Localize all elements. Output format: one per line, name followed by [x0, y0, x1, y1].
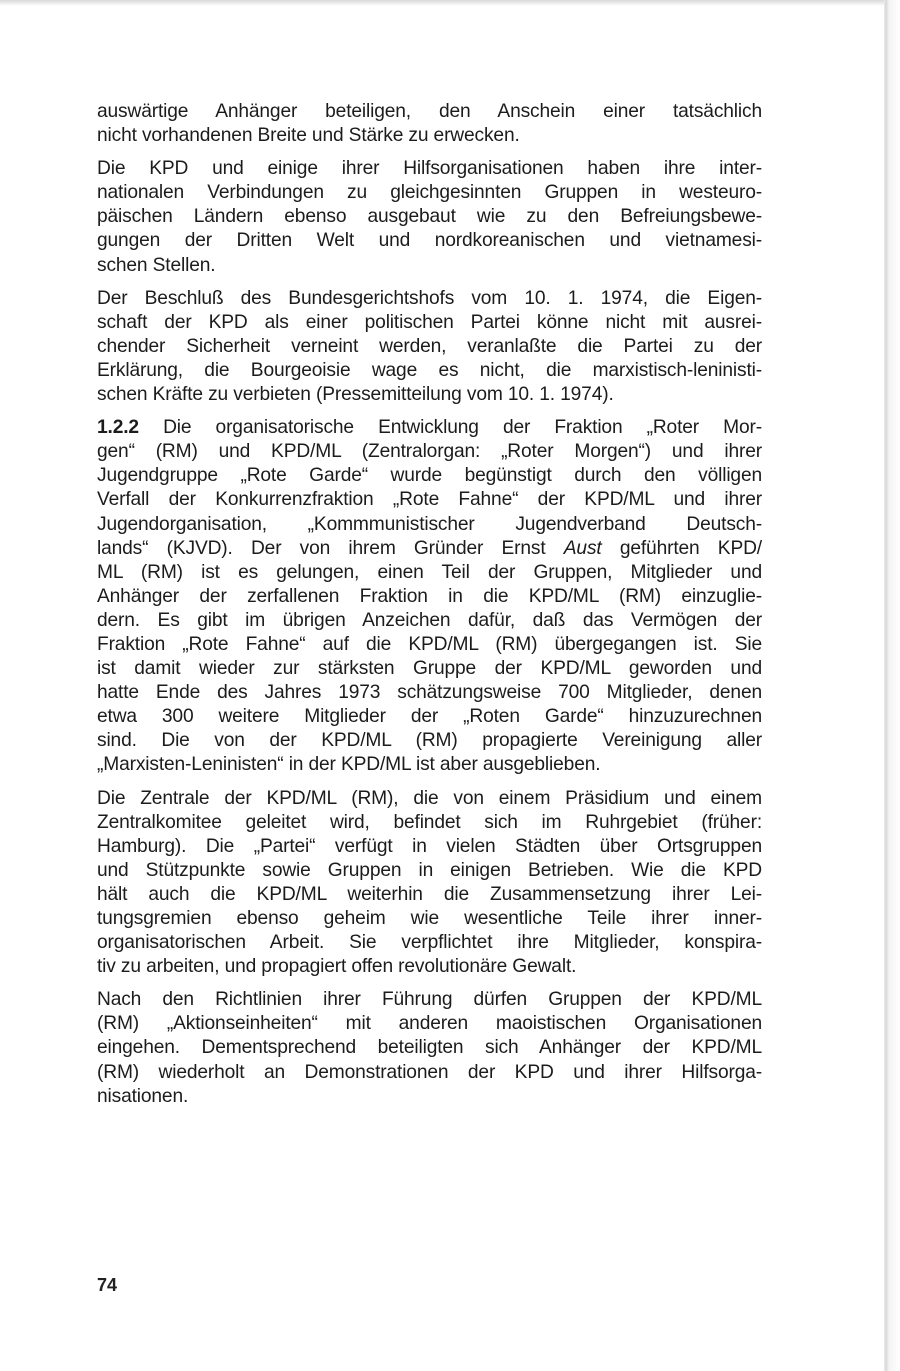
section-heading-line: [97, 416, 762, 440]
text-line: chender Sicherheit verneint werden, veranlaßte die Partei zu der: [97, 335, 762, 357]
text-line: [97, 537, 762, 561]
text-line: und Stützpunkte sowie Gruppen in einigen Betrieben. Wie die KPD: [97, 859, 762, 881]
founder-name: Aust: [563, 537, 602, 559]
text-line: ML (RM) ist es gelungen, einen Teil der Gruppen, Mitglieder und: [97, 561, 762, 583]
text-line: nisationen.: [97, 1085, 189, 1107]
text-line: organisatorischen Arbeit. Sie verpflichtet ihre Mitglieder, konspira-: [97, 932, 762, 954]
paragraph-1: [97, 100, 762, 148]
paragraph-5: [97, 787, 762, 980]
text-line: päischen Ländern ebenso ausgebaut wie zu den Befreiungsbewe-: [97, 206, 762, 228]
text-line: etwa 300 weitere Mitglieder der „Roten Garde“ hinzuzurechnen: [97, 706, 762, 728]
text-line: gungen der Dritten Welt und nordkoreanischen und vietnamesi-: [97, 230, 762, 252]
section-1-2-2: [97, 416, 762, 777]
text-line: (RM) wiederholt an Demonstrationen der KPD und ihrer Hilfsorga-: [97, 1061, 762, 1083]
text-line: dern. Es gibt im übrigen Anzeichen dafür, daß das Vermögen der: [97, 609, 762, 631]
text-line: Hamburg). Die „Partei“ verfügt in vielen Städten über Ortsgruppen: [97, 835, 762, 857]
text-fragment: geführten KPD/: [601, 537, 762, 559]
text-line: Fraktion „Rote Fahne“ auf die KPD/ML (RM) übergegangen ist. Sie: [97, 633, 762, 655]
paragraph-2: [97, 157, 762, 277]
text-line: tiv zu arbeiten, und propagiert offen revolutionäre Gewalt.: [97, 956, 577, 978]
text-line: nationalen Verbindungen zu gleichgesinnten Gruppen in westeuro-: [97, 182, 762, 204]
text-line: Verfall der Konkurrenzfraktion „Rote Fahne“ der KPD/ML und ihrer: [97, 489, 762, 511]
text-line: Erklärung, die Bourgeoisie wage es nicht, die marxistisch-leninisti-: [97, 359, 762, 381]
text-line: hält auch die KPD/ML weiterhin die Zusammensetzung ihrer Lei-: [97, 883, 762, 905]
text-line: schen Stellen.: [97, 254, 216, 276]
text-line: Die KPD und einige ihrer Hilfsorganisationen haben ihre inter-: [97, 158, 762, 180]
page-number: 74: [97, 1275, 118, 1295]
text-fragment: Die organisatorische Entwicklung der Fraktion „Roter Mor-: [138, 417, 762, 439]
text-line: Jugendgruppe „Rote Garde“ wurde begünstigt durch den völligen: [97, 465, 762, 487]
text-line: Zentralkomitee geleitet wird, befindet sich im Ruhrgebiet (früher:: [97, 811, 762, 833]
text-line: Nach den Richtlinien ihrer Führung dürfen Gruppen der KPD/ML: [97, 989, 762, 1011]
text-line: „Marxisten-Leninisten“ in der KPD/ML ist aber ausgeblieben.: [97, 754, 601, 776]
paragraph-6: [97, 988, 762, 1108]
scan-right-edge: [884, 0, 900, 1371]
text-line: schaft der KPD als einer politischen Partei könne nicht mit ausrei-: [97, 311, 762, 333]
section-number: 1.2.2: [97, 417, 139, 439]
paragraph-3: [97, 287, 762, 407]
text-line: auswärtige Anhänger beteiligen, den Anschein einer tatsächlich: [97, 101, 762, 122]
text-line: Anhänger der zerfallenen Fraktion in die KPD/ML (RM) einzuglie-: [97, 585, 762, 607]
text-fragment: lands“ (KJVD). Der von ihrem Gründer Ernst: [97, 537, 564, 559]
text-line: ist damit wieder zur stärksten Gruppe der KPD/ML geworden und: [97, 658, 762, 680]
text-line: Die Zentrale der KPD/ML (RM), die von einem Präsidium und einem: [97, 787, 762, 809]
text-line: tungsgremien ebenso geheim wie wesentliche Teile ihrer inner-: [97, 908, 762, 929]
text-line: Der Beschluß des Bundesgerichtshofs vom 10. 1. 1974, die Eigen-: [97, 287, 762, 309]
text-line: sind. Die von der KPD/ML (RM) propagierte Vereinigung aller: [97, 730, 762, 752]
text-line: hatte Ende des Jahres 1973 schätzungsweise 700 Mitglieder, denen: [97, 682, 762, 704]
text-line: schen Kräfte zu verbieten (Pressemitteilung vom 10. 1. 1974).: [97, 384, 614, 406]
text-line: nicht vorhandenen Breite und Stärke zu erwecken.: [97, 125, 520, 147]
document-page: [97, 100, 762, 1118]
text-line: gen“ (RM) und KPD/ML (Zentralorgan: „Roter Morgen“) und ihrer: [97, 441, 762, 463]
scan-top-edge: [0, 0, 900, 6]
text-line: eingehen. Dementsprechend beteiligten sich Anhänger der KPD/ML: [97, 1037, 762, 1059]
text-line: (RM) „Aktionseinheiten“ mit anderen maoistischen Organisationen: [97, 1013, 762, 1035]
text-line: Jugendorganisation, „Kommmunistischer Jugendverband Deutsch-: [97, 513, 762, 535]
